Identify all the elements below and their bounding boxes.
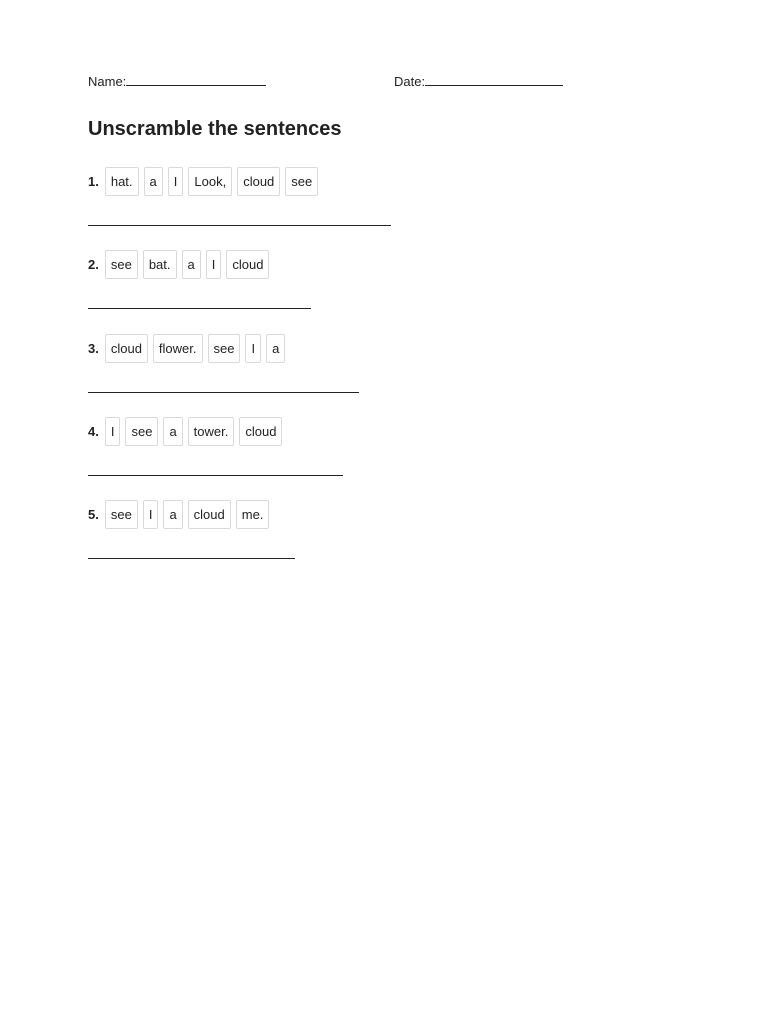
word-tile: a	[163, 500, 182, 529]
word-tile: see	[105, 500, 138, 529]
question-4	[88, 416, 287, 446]
word-tile: see	[125, 417, 158, 446]
name-field	[88, 73, 266, 89]
word-tile: I	[105, 417, 121, 446]
question-number: 3.	[88, 340, 99, 356]
question-2	[88, 249, 274, 279]
word-tile: I	[245, 334, 261, 363]
answer-line-2[interactable]	[88, 308, 311, 309]
word-tile: I	[143, 500, 159, 529]
question-number: 2.	[88, 256, 99, 272]
word-tile: me.	[236, 500, 270, 529]
word-tile: a	[266, 334, 285, 363]
word-tile: I	[206, 250, 222, 279]
word-tile: a	[144, 167, 163, 196]
word-tile: a	[163, 417, 182, 446]
date-label: Date:	[394, 74, 426, 89]
answer-line-3[interactable]	[88, 392, 359, 393]
word-tile: flower.	[153, 334, 203, 363]
answer-line-5[interactable]	[88, 558, 295, 559]
word-tile: cloud	[226, 250, 269, 279]
header-fields	[88, 73, 688, 91]
word-tile: cloud	[188, 500, 231, 529]
word-tile: tower.	[188, 417, 235, 446]
name-label: Name:	[88, 74, 127, 89]
word-tile: see	[105, 250, 138, 279]
answer-line-4[interactable]	[88, 475, 343, 476]
word-tile: bat.	[143, 250, 177, 279]
question-number: 1.	[88, 173, 99, 189]
name-blank-line[interactable]	[126, 73, 266, 86]
word-tile: hat.	[105, 167, 139, 196]
word-tile: see	[285, 167, 318, 196]
question-number: 4.	[88, 423, 99, 439]
question-1	[88, 166, 323, 196]
answer-line-1[interactable]	[88, 225, 391, 226]
question-5	[88, 499, 274, 529]
date-field	[394, 73, 563, 89]
word-tile: cloud	[239, 417, 282, 446]
word-tile: I	[168, 167, 184, 196]
word-tile: cloud	[237, 167, 280, 196]
date-blank-line[interactable]	[425, 73, 563, 86]
word-tile: Look,	[188, 167, 232, 196]
worksheet-title: Unscramble the sentences	[88, 118, 342, 140]
word-tile: see	[208, 334, 241, 363]
word-tile: a	[182, 250, 201, 279]
question-number: 5.	[88, 506, 99, 522]
question-3	[88, 333, 290, 363]
word-tile: cloud	[105, 334, 148, 363]
